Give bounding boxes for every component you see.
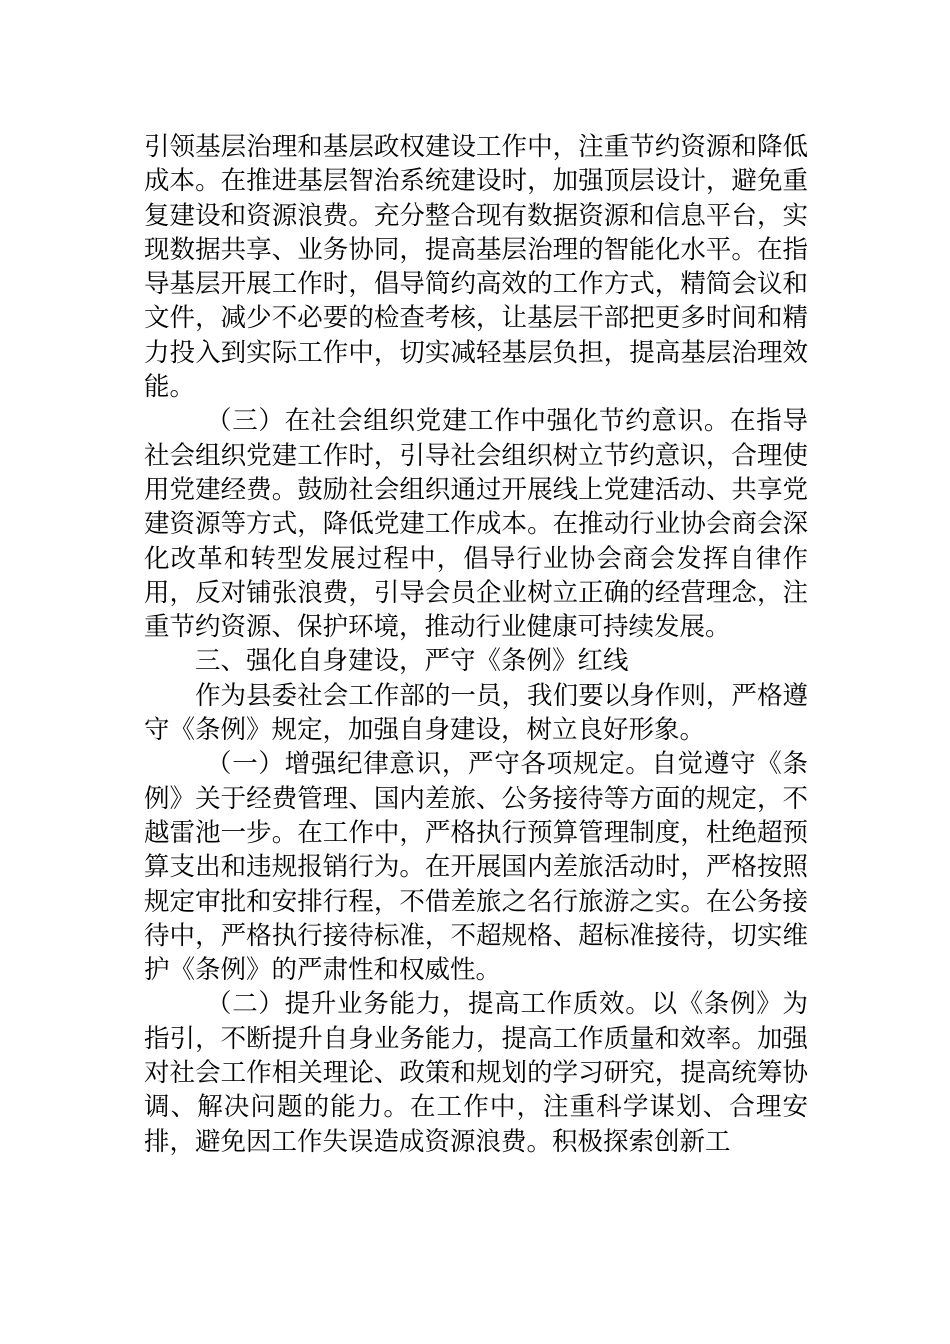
paragraph-subsection-2: （二）提升业务能力，提高工作质效。以《条例》为指引，不断提升自身业务能力，提高工作质量和效率。加强对社会工作相关理论、政策和规划的学习研究，提高统筹协调、解决问题的能力。在工作中，注重科学谋划、合理安排，避免因工作失误造成资源浪费。积极探索创新工 — [144, 989, 808, 1157]
paragraph-subsection-1: （一）增强纪律意识，严守各项规定。自觉遵守《条例》关于经费管理、国内差旅、公务接待等方面的规定，不越雷池一步。在工作中，严格执行预算管理制度，杜绝超预算支出和违规报销行为。在开展国内差旅活动时，严格按照规定审批和安排行程，不借差旅之名行旅游之实。在公务接待中，严格执行接待标准，不超规格、超标准接待，切实维护《条例》的严肃性和权威性。 — [144, 749, 808, 986]
paragraph-intro: 作为县委社会工作部的一员，我们要以身作则，严格遵守《条例》规定，加强自身建设，树立良好形象。 — [144, 680, 808, 746]
paragraph-section-3: （三）在社会组织党建工作中强化节约意识。在指导社会组织党建工作时，引导社会组织树立节约意识，合理使用党建经费。鼓励社会组织通过开展线上党建活动、共享党建资源等方式，降低党建工作成本。在推动行业协会商会深化改革和转型发展过程中，倡导行业协会商会发挥自律作用，反对铺张浪费，引导会员企业树立正确的经营理念，注重节约资源、保护环境，推动行业健康可持续发展。 — [144, 406, 808, 643]
paragraph-continuation: 引领基层治理和基层政权建设工作中，注重节约资源和降低成本。在推进基层智治系统建设时，加强顶层设计，避免重复建设和资源浪费。充分整合现有数据资源和信息平台，实现数据共享、业务协同，提高基层治理的智能化水平。在指导基层开展工作时，倡导简约高效的工作方式，精简会议和文件，减少不必要的检查考核，让基层干部把更多时间和精力投入到实际工作中，切实减轻基层负担，提高基层治理效能。 — [144, 132, 808, 403]
document-page — [144, 130, 808, 1159]
section-heading: 三、强化自身建设，严守《条例》红线 — [195, 646, 629, 677]
